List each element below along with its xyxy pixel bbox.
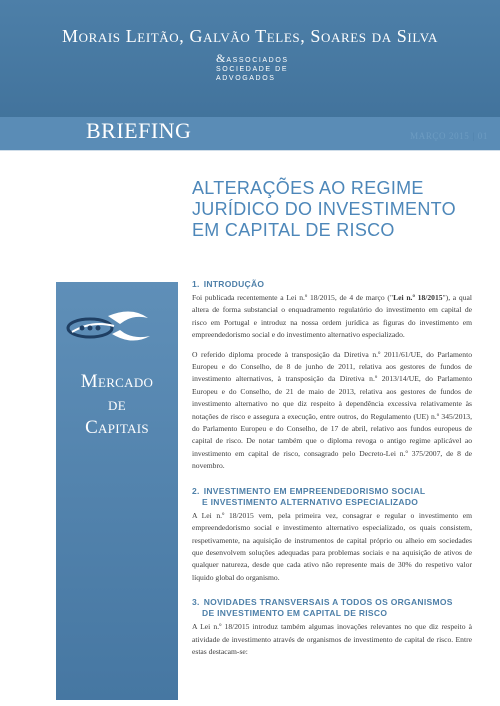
paragraph-bold-term: Lei n.º 18/2015: [393, 293, 443, 302]
title-line-3: EM CAPITAL DE RISCO: [192, 220, 395, 240]
assoc-line-1: ASSOCIADOS: [226, 57, 289, 64]
section-investimento: [192, 486, 472, 584]
panel-line-2: de: [108, 394, 126, 415]
divider: [0, 150, 500, 151]
section-number: 3.: [192, 597, 200, 608]
section-title-continued: DE INVESTIMENTO EM CAPITAL DE RISCO: [202, 608, 388, 619]
section-heading: [192, 597, 472, 619]
section-title: INTRODUÇÃO: [203, 279, 265, 289]
assoc-line-3: ADVOGADOS: [216, 75, 276, 82]
firm-subtitle: [216, 51, 289, 83]
section-introducao: [192, 279, 472, 473]
section-title-continued: E INVESTIMENTO ALTERNATIVO ESPECIALIZADO: [202, 496, 419, 507]
paragraph: A Lei n.º 18/2015 introduz também algumas inovações relevantes no que diz respeito à atividade de investimento através de organismos de investimento de capital de risco. Entre estas destacam-se:: [192, 622, 472, 656]
document-title: [192, 178, 472, 241]
firm-name: Morais Leitão, Galvão Teles, Soares da Silva: [61, 26, 438, 46]
paragraph: [192, 292, 472, 342]
section-number: 2.: [192, 485, 200, 496]
issue-date: [410, 131, 488, 141]
practice-area-title: [56, 370, 178, 439]
header-banner: [0, 0, 500, 150]
practice-area-panel: [56, 282, 178, 700]
paragraph-text: "), a qual altera de forma substancial o enquadramento regulatório do investimento em capital de risco em Portugal e introduz na nossa ordem jurídica as figuras do investimento em empreendedorismo social e do investimento alternativo especializado.: [192, 293, 472, 340]
paragraph: A Lei n.º 18/2015 vem, pela primeira vez, consagrar e regular o investimento em empreendedorismo social e investimento alternativo especializado, os quais consistem, respetivamente, na aquisição de instrumentos de capital próprio ou alheio em sociedades que desenvolvem soluções adequadas para problemas sociais e na aquisição de ativos de qualquer natureza, desde que cada ativo não represente mais de 30% do respetivo valor líquido global do organismo.: [192, 510, 472, 582]
assoc-line-2: SOCIEDADE DE: [216, 66, 289, 73]
date-text: MARÇO 2015: [410, 131, 470, 141]
section-title: INVESTIMENTO EM EMPREENDEDORISMO SOCIAL: [203, 485, 426, 496]
section-heading: [192, 486, 472, 508]
panel-line-3: Capitais: [85, 417, 149, 438]
section-novidades: [192, 597, 472, 658]
title-line-1: ALTERAÇÕES AO REGIME: [192, 178, 424, 198]
section-title: NOVIDADES TRANSVERSAIS A TODOS OS ORGANISMOS: [203, 597, 453, 608]
capital-markets-logo-icon: [62, 304, 152, 352]
briefing-label: BRIEFING: [86, 118, 192, 143]
section-heading: [192, 279, 472, 290]
paragraph: O referido diploma procede à transposição da Diretiva n.º 2011/61/UE, do Parlamento Europeu e do Conselho, de 8 de junho de 2011, relativa aos gestores de fundos de investimento alternativos, à transposição da Diretiva n.º 2013/14/UE, do Parlamento Europeu e do Conselho, de 21 de maio de 2013, relativa aos gestores de fundos de investimento alternativo no que diz respeito à dependência excessiva relativamente às notações de risco e assegura a execução, entre outros, do Regulamento (UE) n.º 345/2013, do Parlamento Europeu e do Conselho, de 17 de abril, relativo aos fundos europeus de capital de risco. De notar também que o diploma revoga o antigo regime aplicável ao investimento em capital de risco, consagrado pelo Decreto-Lei n.º 375/2007, de 8 de novembro.: [192, 349, 472, 471]
page-number: 01: [477, 131, 488, 141]
panel-line-1: Mercado: [80, 371, 154, 392]
ampersand: &: [216, 51, 226, 65]
article-body: [192, 279, 472, 671]
paragraph-text: Foi publicada recentemente a Lei n.º 18/2015, de 4 de março (": [192, 293, 394, 302]
separator: |: [472, 131, 475, 141]
section-number: 1.: [192, 279, 200, 289]
title-line-2: JURÍDICO DO INVESTIMENTO: [192, 199, 456, 219]
